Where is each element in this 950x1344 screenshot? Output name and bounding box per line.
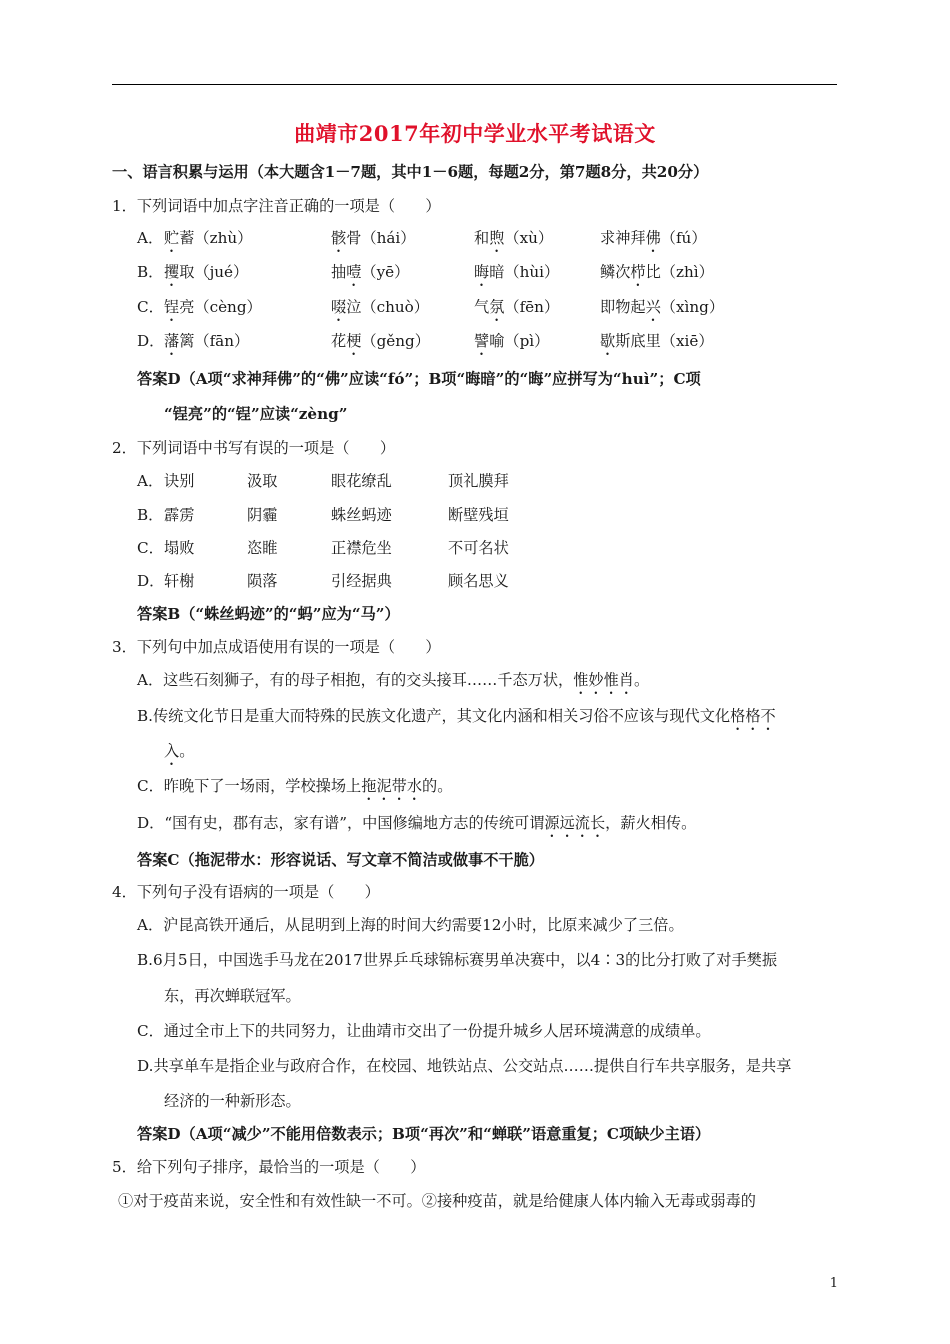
q1-option-word (164, 297, 262, 325)
option-a-end: 。 (633, 671, 650, 689)
q2-option-word: 蛛丝蚂迹 (331, 506, 392, 524)
dotted-character: 譬 (474, 332, 490, 350)
dotted-character: 攫 (164, 263, 180, 281)
dotted-character: 歇 (600, 332, 616, 350)
q1-option-label: A． (137, 229, 164, 247)
word-suffix-pinyin: （fēn） (504, 298, 560, 316)
q2-option-label: A． (137, 472, 164, 490)
question-2-stem: 2．下列词语中书写有误的一项是（ ） (112, 439, 396, 457)
q2-option-word: 断壁残垣 (448, 506, 509, 524)
document-title: 曲靖市2017年初中学业水平考试语文 (294, 121, 656, 146)
option-b-text: B.传统文化节日是重大而特殊的民族文化遗产，其文化内涵和相关习俗不应该与现代文化 (137, 707, 731, 725)
option-b-idiom-end: 入 (164, 742, 180, 760)
question-1-answer-line2: “锃亮”的“锃”应读“zèng” (164, 405, 348, 423)
dotted-character: 藩 (164, 332, 180, 350)
q1-option-word (474, 262, 559, 290)
q2-option-label: D． (137, 572, 165, 590)
word-prefix: 和 (474, 229, 490, 247)
word-suffix-pinyin: 斯底里（xiē） (615, 332, 714, 350)
word-suffix-pinyin: （fú） (660, 229, 707, 247)
option-c-text: C．昨晚下了一场雨，学校操场上 (137, 777, 362, 795)
word-suffix-pinyin: 比（zhì） (645, 263, 714, 281)
q1-option-word (474, 297, 559, 325)
word-suffix-pinyin: （gěng） (361, 332, 430, 350)
option-a-text: A．这些石刻狮子，有的母子相抱，有的交头接耳……千态万状， (137, 671, 574, 689)
question-4-stem: 4．下列句子没有语病的一项是（ ） (112, 883, 380, 901)
q1-option-label: B． (137, 263, 164, 281)
question-2-answer: 答案B（“蛛丝蚂迹”的“蚂”应为“马”） (137, 605, 400, 623)
q2-option-word: 顾名思义 (448, 572, 509, 590)
q2-option-word: 轩榭 (164, 572, 195, 590)
word-suffix-pinyin: 暗（hùi） (489, 263, 560, 281)
q2-option-label: B． (137, 506, 164, 524)
question-4-option-b: B.6月5日，中国选手马龙在2017世界乒乓球锦标赛男单决赛中，以4∶3的比分打败了对手樊振 (137, 951, 778, 969)
dotted-character: 兴 (645, 298, 661, 316)
word-suffix-pinyin: （xù） (504, 229, 554, 247)
question-1-stem: 1．下列词语中加点字注音正确的一项是（ ） (112, 197, 441, 215)
dotted-character: 噎 (346, 263, 362, 281)
word-suffix-pinyin: （xìng） (660, 298, 725, 316)
word-prefix: 气 (474, 298, 490, 316)
word-suffix-pinyin: 泣（chuò） (346, 298, 429, 316)
option-d-text: D．“国有史，郡有志，家有谱”，中国修编地方志的传统可谓 (137, 814, 545, 832)
q1-option-word (164, 331, 249, 359)
word-prefix: 抽 (331, 263, 347, 281)
question-3-stem: 3．下列句中加点成语使用有误的一项是（ ） (112, 638, 441, 656)
q1-option-word (331, 228, 415, 256)
dotted-character: 梗 (346, 332, 362, 350)
word-prefix: 即物起 (600, 298, 646, 316)
q1-option-word (600, 262, 714, 290)
word-suffix-pinyin: 取（jué） (179, 263, 249, 281)
word-suffix-pinyin: 蓄（zhù） (179, 229, 253, 247)
dotted-character: 贮 (164, 229, 180, 247)
q2-option-word: 塌败 (164, 539, 195, 557)
word-suffix-pinyin: 喻（pì） (489, 332, 550, 350)
dotted-character: 骸 (331, 229, 347, 247)
dotted-character: 氛 (489, 298, 505, 316)
q2-option-word: 阴霾 (247, 506, 278, 524)
option-a-idiom: 惟妙惟肖 (573, 671, 634, 689)
word-prefix: 求神拜 (600, 229, 646, 247)
q1-option-word (331, 262, 409, 290)
question-3-option-b-cont (164, 741, 194, 769)
q1-option-word (331, 331, 430, 359)
q1-option-word (474, 331, 549, 359)
header-rule (112, 84, 837, 85)
question-4-option-c: C．通过全市上下的共同努力，让曲靖市交出了一份提升城乡人居环境满意的成绩单。 (137, 1022, 711, 1040)
q1-option-word (600, 297, 724, 325)
option-d-idiom: 源远流长 (544, 814, 606, 832)
option-d-end: ，薪火相传。 (605, 814, 697, 832)
q1-option-label: C． (137, 298, 164, 316)
q2-option-word: 霹雳 (164, 506, 195, 524)
dotted-character: 佛 (645, 229, 661, 247)
q1-option-word (474, 228, 553, 256)
option-c-idiom: 拖泥带水 (361, 777, 422, 795)
q2-option-word: 汲取 (247, 472, 278, 490)
dotted-character: 啜 (331, 298, 347, 316)
option-b-idiom: 格格不 (730, 707, 776, 725)
q2-option-word: 不可名状 (448, 539, 509, 557)
q1-option-word (600, 228, 707, 256)
q1-option-word (331, 297, 429, 325)
word-suffix-pinyin: 篱（fān） (179, 332, 250, 350)
section-heading: 一、语言积累与运用（本大题含1－7题，其中1－6题，每题2分，第7题8分，共20分） (112, 163, 709, 181)
question-3-option-d (137, 813, 696, 841)
q2-option-word: 引经据典 (331, 572, 392, 590)
question-4-option-d-cont: 经济的一种新形态。 (164, 1092, 301, 1110)
question-1-answer-line1: 答案D（A项“求神拜佛”的“佛”应读“fó”；B项“晦暗”的“晦”应拼写为“huì”；C项 (137, 370, 701, 388)
word-suffix-pinyin: （yē） (361, 263, 410, 281)
dotted-character: 栉 (630, 263, 646, 281)
question-4-option-a: A．沪昆高铁开通后，从昆明到上海的时间大约需要12小时，比原来减少了三倍。 (137, 916, 684, 934)
word-prefix: 鳞次 (600, 263, 631, 281)
dotted-character: 煦 (489, 229, 505, 247)
question-4-option-b-cont: 东，再次蝉联冠军。 (164, 987, 301, 1005)
question-5-text: ①对于疫苗来说，安全性和有效性缺一不可。②接种疫苗，就是给健康人体内输入无毒或弱毒的 (118, 1192, 756, 1210)
word-suffix-pinyin: 骨（hái） (346, 229, 416, 247)
q2-option-word: 正襟危坐 (331, 539, 392, 557)
question-3-option-a (137, 670, 649, 698)
q2-option-word: 诀别 (164, 472, 195, 490)
question-3-answer: 答案C（拖泥带水：形容说话、写文章不简洁或做事不干脆） (137, 851, 544, 869)
q2-option-word: 恣睢 (247, 539, 278, 557)
question-5-stem: 5．给下列句子排序，最恰当的一项是（ ） (112, 1158, 426, 1176)
dotted-character: 锃 (164, 298, 180, 316)
q1-option-word (164, 228, 252, 256)
q1-option-label: D． (137, 332, 165, 350)
dotted-character: 晦 (474, 263, 490, 281)
q2-option-word: 眼花缭乱 (331, 472, 392, 490)
q1-option-word (600, 331, 714, 359)
q2-option-label: C． (137, 539, 164, 557)
option-c-end: 的。 (422, 777, 453, 795)
question-4-option-d: D.共享单车是指企业与政府合作，在校园、地铁站点、公交站点……提供自行车共享服务，是共享 (137, 1057, 792, 1075)
q2-option-word: 陨落 (247, 572, 278, 590)
word-suffix-pinyin: 亮（cèng） (179, 298, 262, 316)
page-number: 1 (829, 1276, 838, 1291)
word-prefix: 花 (331, 332, 347, 350)
q2-option-word: 顶礼膜拜 (448, 472, 509, 490)
question-3-option-b (137, 706, 776, 734)
option-b-end: 。 (179, 742, 195, 760)
q1-option-word (164, 262, 248, 290)
question-4-answer: 答案D（A项“减少”不能用倍数表示；B项“再次”和“蝉联”语意重复；C项缺少主语） (137, 1125, 711, 1143)
question-3-option-c (137, 776, 452, 804)
